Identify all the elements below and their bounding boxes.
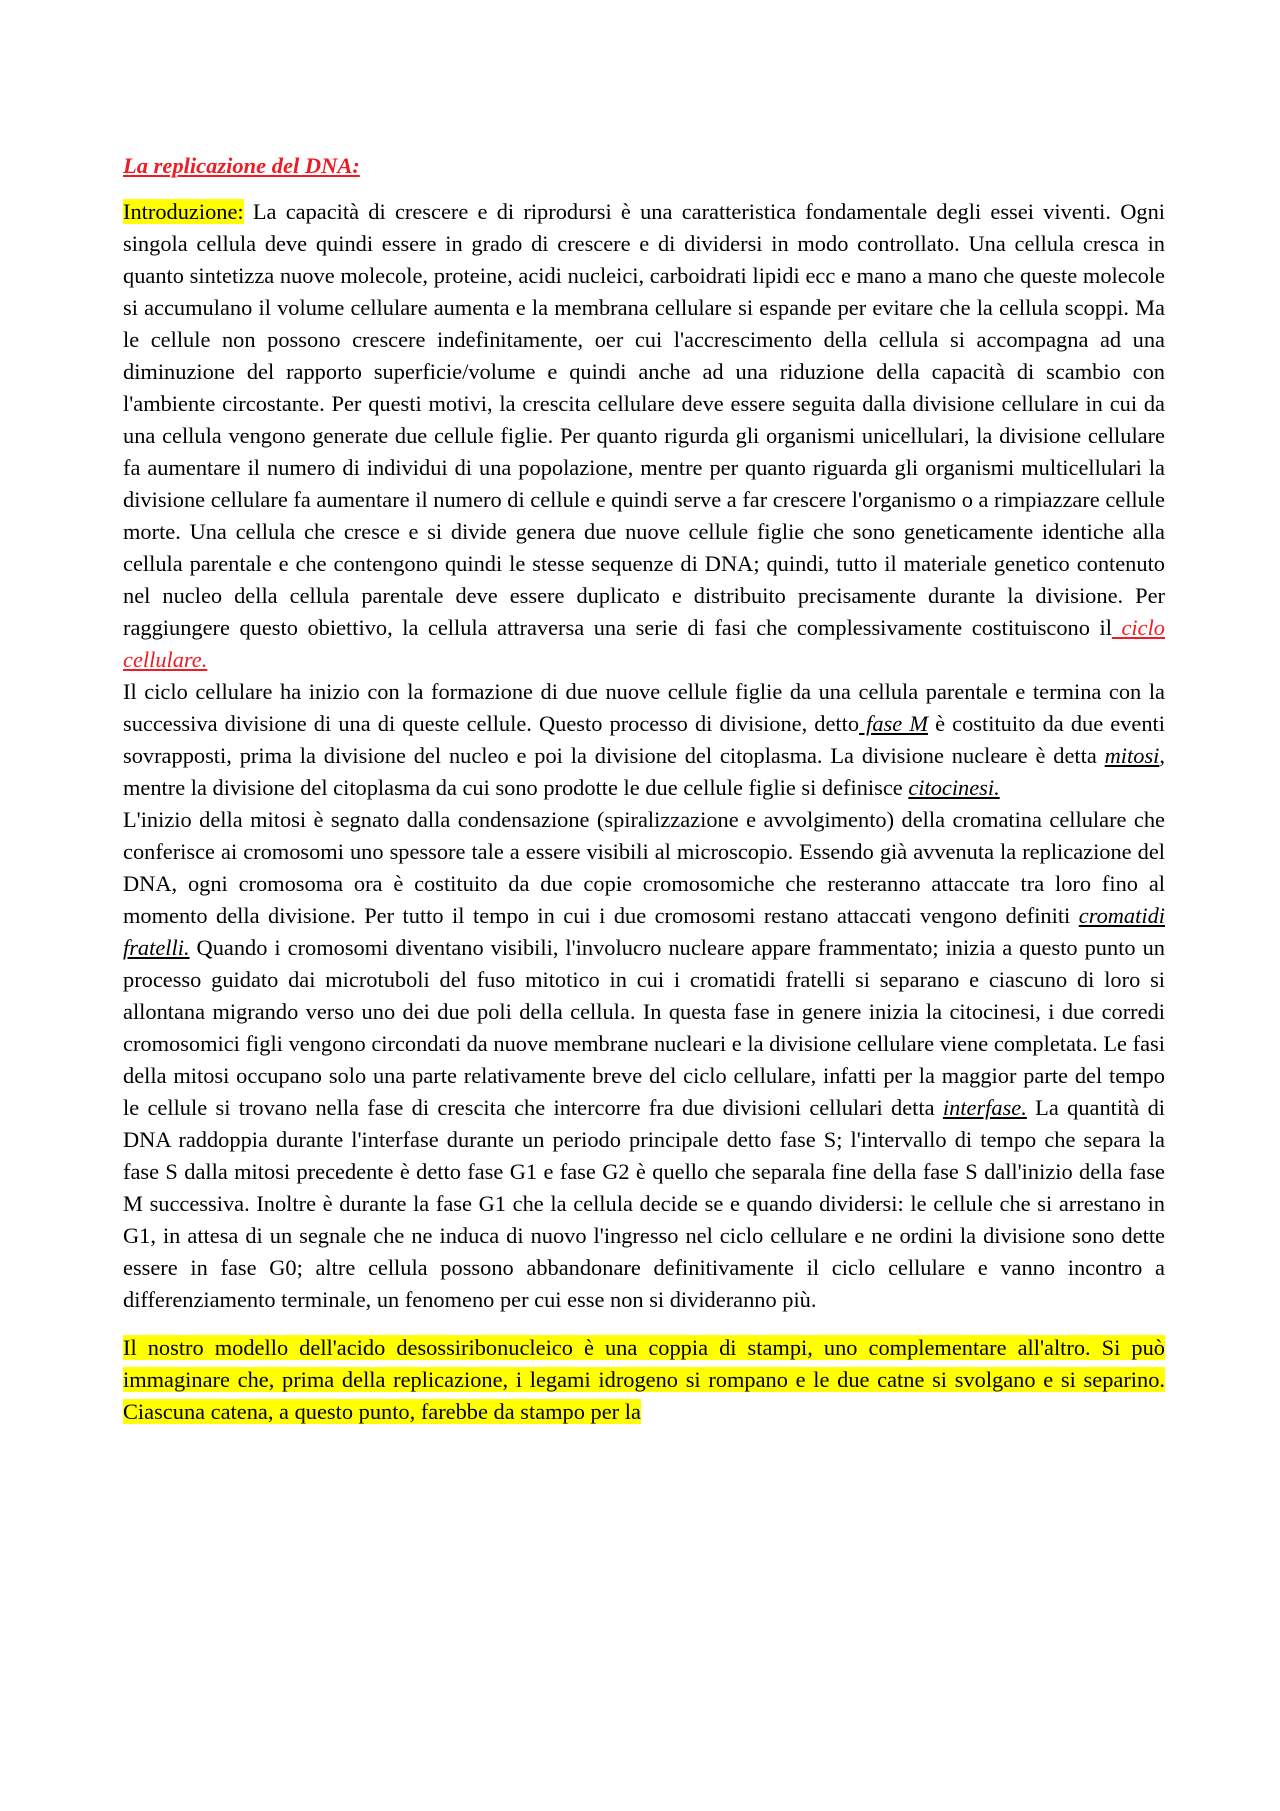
term-interfase: interfase. — [942, 1095, 1027, 1120]
p3-text-c: La quantità di DNA raddoppia durante l'interfase durante un periodo principale detto fase S; l'intervallo di tempo che separa la fase S dalla mitosi precedente è detto fase G1 e fase G2 è quello che separala fine della fase S dall'inizio della fase M successiva. Inoltre è durante la fase G1 che la cellula decide se e quando dividersi: le cellule che si arrestano in G1, in attesa di un segnale che ne induca di nuovo l'ingresso nel ciclo cellulare e ne ordini la divisione sono dette essere in fase G0; altre cellula possono abbandonare definitivamente il ciclo cellulare e vanno incontro a differenziamento terminale, un fenomeno per cui esse non si divideranno più. — [123, 1095, 1165, 1312]
p2-text-b: è costituito da due eventi sovrapposti, prima la divisione del nucleo e poi la divisione del citoplasma. La divisione nucleare è detta — [123, 711, 1165, 768]
p2-text-c: , mentre la divisione del citoplasma da cui sono prodotte le due cellule figlie si definisce — [123, 743, 1165, 800]
paragraph-mitosi — [123, 804, 1165, 1316]
term-cromatidi-fratelli: cromatidi fratelli. — [123, 903, 1165, 960]
intro-text: La capacità di crescere e di riprodursi è una caratteristica fondamentale degli essei viventi. Ogni singola cellula deve quindi essere in grado di crescere e di dividersi in modo controllato. Una cellula cresca in quanto sintetizza nuove molecole, proteine, acidi nucleici, carboidrati lipidi ecc e mano a mano che queste molecole si accumulano il volume cellulare aumenta e la membrana cellulare si espande per evitare che la cellula scoppi. Ma le cellule non possono crescere indefinitamente, oer cui l'accrescimento della cellula si accompagna ad una diminuzione del rapporto superficie/volume e quindi anche ad una riduzione della capacità di scambio con l'ambiente circostante. Per questi motivi, la crescita cellulare deve essere seguita dalla divisione cellulare in cui da una cellula vengono generate due cellule figlie. Per quanto rigurda gli organismi unicellulari, la divisione cellulare fa aumentare il numero di individui di una popolazione, mentre per quanto riguarda gli organismi multicellulari la divisione cellulare fa aumentare il numero di cellule e quindi serve a far crescere l'organismo o a rimpiazzare cellule morte. Una cellula che cresce e si divide genera due nuove cellule figlie che sono geneticamente identiche alla cellula parentale e che contengono quindi le stesse sequenze di DNA; quindi, tutto il materiale genetico contenuto nel nucleo della cellula parentale deve essere duplicato e distribuito precisamente durante la divisione. Per raggiungere questo obiettivo, la cellula attraversa una serie di fasi che complessivamente costituiscono il — [123, 199, 1165, 640]
paragraph-ciclo-cellulare — [123, 676, 1165, 804]
intro-label: Introduzione: — [123, 199, 244, 224]
term-citocinesi: citocinesi. — [908, 775, 1000, 800]
term-mitosi: mitosi — [1104, 743, 1160, 768]
paragraph-introduction — [123, 196, 1165, 676]
p2-text-a: Il ciclo cellulare ha inizio con la formazione di due nuove cellule figlie da una cellula parentale e termina con la successiva divisione di una di queste cellule. Questo processo di divisione, detto — [123, 679, 1165, 736]
p3-text-a: L'inizio della mitosi è segnato dalla condensazione (spiralizzazione e avvolgimento) della cromatina cellulare che conferisce ai cromosomi uno spessore tale a essere visibili al microscopio. Essendo già avvenuta la replicazione del DNA, ogni cromosoma ora è costituito da due copie cromosomiche che resteranno attaccate tra loro fino al momento della divisione. Per tutto il tempo in cui i due cromosomi restano attaccati vengono definiti — [123, 807, 1165, 928]
document-page — [123, 150, 1165, 1428]
document-title: La replicazione del DNA: — [123, 153, 360, 178]
paragraph-modello-dna — [123, 1332, 1165, 1428]
highlighted-model-text: Il nostro modello dell'acido desossiribonucleico è una coppia di stampi, uno complementare all'altro. Si può immaginare che, prima della replicazione, i legami idrogeno si rompano e le due catne si svolgano e si separino. Ciascuna catena, a questo punto, farebbe da stampo per la — [123, 1335, 1165, 1424]
p3-text-b: Quando i cromosomi diventano visibili, l'involucro nucleare appare frammentato; inizia a questo punto un processo guidato dai microtuboli del fuso mitotico in cui i cromatidi fratelli si separano e ciascuno di loro si allontana migrando verso uno dei due poli della cellula. In questa fase in genere inizia la citocinesi, i due corredi cromosomici figli vengono circondati da nuove membrane nucleari e la divisione cellulare viene completata. Le fasi della mitosi occupano solo una parte relativamente breve del ciclo cellulare, infatti per la maggior parte del tempo le cellule si trovano nella fase di crescita che intercorre fra due divisioni cellulari detta — [123, 935, 1165, 1120]
term-ciclo-cellulare: ciclo cellulare. — [123, 615, 1165, 672]
term-fase-m: fase M — [859, 711, 928, 736]
